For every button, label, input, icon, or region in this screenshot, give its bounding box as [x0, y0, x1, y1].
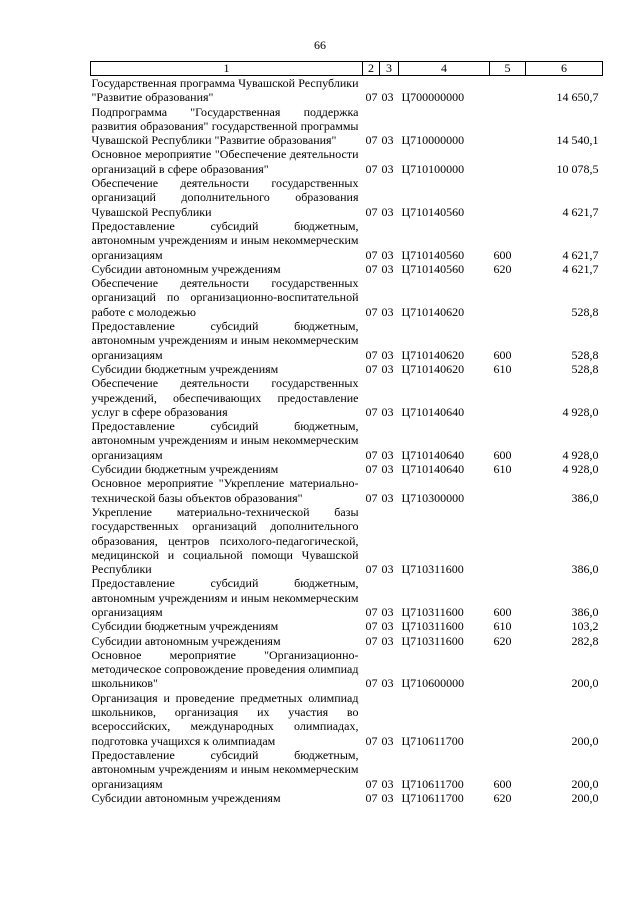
section-code-cell: 07 — [365, 790, 378, 805]
target-article-cell: Ц710600000 — [401, 676, 465, 691]
table-body — [91, 76, 603, 806]
target-article-cell: Ц710611700 — [401, 733, 464, 748]
target-article-cell: Ц710000000 — [401, 133, 465, 148]
expense-type-cell — [490, 376, 526, 419]
table-row — [91, 634, 603, 648]
row-name-cell: Субсидии бюджетным учреждениям — [91, 619, 279, 634]
table-row — [91, 619, 603, 633]
expense-type-cell — [490, 276, 526, 319]
section-code-cell: 07 — [365, 633, 378, 648]
target-article-cell: Ц710311600 — [401, 619, 464, 634]
row-name-cell: Предоставление субсидий бюджетным, автономным учреждениям и иным некоммерческим организациям — [91, 218, 359, 262]
amount-cell: 4 928,0 — [562, 404, 599, 419]
row-name-cell: Предоставление субсидий бюджетным, автономным учреждениям и иным некоммерческим организациям — [91, 747, 359, 791]
subsection-code-cell: 03 — [381, 133, 394, 148]
table-row — [91, 748, 603, 791]
column-header: 3 — [380, 62, 399, 76]
expense-type-cell: 620 — [493, 633, 512, 648]
row-name-cell: Субсидии бюджетным учреждениям — [91, 462, 279, 477]
amount-cell: 14 650,7 — [556, 90, 599, 105]
subsection-code-cell: 03 — [381, 562, 394, 577]
row-name-cell: Основное мероприятие "Укрепление материально-технической базы объектов образования" — [91, 476, 359, 505]
row-name-cell: Основное мероприятие "Организационно-методическое сопровождение проведения олимпиад школьников" — [91, 647, 359, 691]
expense-type-cell — [490, 105, 526, 148]
table-row — [91, 262, 603, 276]
row-name-cell: Государственная программа Чувашской Республики "Развитие образования" — [91, 76, 359, 105]
subsection-code-cell: 03 — [381, 462, 394, 477]
subsection-code-cell: 03 — [381, 676, 394, 691]
row-name-cell: Предоставление субсидий бюджетным, автономным учреждениям и иным некоммерческим организациям — [91, 576, 359, 619]
section-code-cell: 07 — [365, 133, 378, 148]
target-article-cell: Ц710140620 — [401, 304, 465, 319]
subsection-code-cell: 03 — [381, 790, 394, 805]
section-code-cell: 07 — [365, 90, 378, 105]
amount-cell: 386,0 — [571, 562, 599, 577]
expense-type-cell: 600 — [493, 347, 512, 362]
row-name-cell: Организация и проведение предметных олимпиад школьников, организация их участия во всероссийских, международных олимпиадах, подготовка учащихся к олимпиадам — [91, 690, 359, 748]
subsection-code-cell: 03 — [381, 733, 394, 748]
table-row — [91, 476, 603, 505]
section-code-cell: 07 — [365, 261, 378, 276]
table-row — [91, 319, 603, 362]
amount-cell: 386,0 — [571, 604, 599, 619]
section-code-cell: 07 — [365, 676, 378, 691]
amount-cell: 103,2 — [571, 619, 599, 634]
subsection-code-cell: 03 — [381, 490, 394, 505]
target-article-cell: Ц710300000 — [401, 490, 465, 505]
subsection-code-cell: 03 — [381, 633, 394, 648]
column-header: 6 — [526, 62, 603, 76]
amount-cell: 4 621,7 — [562, 261, 599, 276]
section-code-cell: 07 — [365, 304, 378, 319]
expense-type-cell: 600 — [493, 447, 512, 462]
section-code-cell: 07 — [365, 604, 378, 619]
expense-type-cell: 610 — [493, 619, 512, 634]
target-article-cell: Ц710100000 — [401, 161, 465, 176]
amount-cell: 200,0 — [571, 776, 599, 791]
amount-cell: 10 078,5 — [556, 161, 599, 176]
amount-cell: 200,0 — [571, 733, 599, 748]
amount-cell: 528,8 — [571, 361, 599, 376]
section-code-cell: 07 — [365, 247, 378, 262]
table-row — [91, 147, 603, 176]
target-article-cell: Ц710611700 — [401, 790, 464, 805]
section-code-cell: 07 — [365, 361, 378, 376]
subsection-code-cell: 03 — [381, 161, 394, 176]
target-article-cell: Ц710140560 — [401, 247, 465, 262]
expense-type-cell: 620 — [493, 790, 512, 805]
section-code-cell: 07 — [365, 733, 378, 748]
row-name-cell: Подпрограмма "Государственная поддержка развития образования" государственной программы Чувашской Республики "Развитие образования" — [91, 104, 359, 148]
target-article-cell: Ц710140640 — [401, 404, 465, 419]
target-article-cell: Ц710611700 — [401, 776, 464, 791]
page-number: 66 — [314, 38, 326, 52]
row-name-cell: Субсидии автономным учреждениям — [91, 633, 281, 648]
target-article-cell: Ц710140640 — [401, 447, 465, 462]
section-code-cell: 07 — [365, 404, 378, 419]
amount-cell: 4 621,7 — [562, 204, 599, 219]
subsection-code-cell: 03 — [381, 776, 394, 791]
amount-cell: 4 928,0 — [562, 462, 599, 477]
table-row — [91, 105, 603, 148]
table-row — [91, 219, 603, 262]
column-header: 5 — [490, 62, 526, 76]
target-article-cell: Ц710140620 — [401, 361, 465, 376]
section-code-cell: 07 — [365, 562, 378, 577]
amount-cell: 200,0 — [571, 676, 599, 691]
table-row — [91, 376, 603, 419]
row-name-cell: Обеспечение деятельности государственных учреждений, обеспечивающих предоставление услуг в сфере образования — [91, 376, 359, 419]
column-header: 2 — [363, 62, 380, 76]
row-name-cell: Предоставление субсидий бюджетным, автономным учреждениям и иным некоммерческим организациям — [91, 319, 359, 362]
table-row — [91, 362, 603, 376]
table-row — [91, 576, 603, 619]
row-name-cell: Предоставление субсидий бюджетным, автономным учреждениям и иным некоммерческим организациям — [91, 419, 359, 462]
row-name-cell: Субсидии бюджетным учреждениям — [91, 361, 279, 376]
expense-type-cell — [490, 76, 526, 105]
subsection-code-cell: 03 — [381, 261, 394, 276]
subsection-code-cell: 03 — [381, 204, 394, 219]
target-article-cell: Ц710140560 — [401, 261, 465, 276]
section-code-cell: 07 — [365, 347, 378, 362]
row-name-cell: Субсидии автономным учреждениям — [91, 261, 281, 276]
expense-type-cell: 600 — [493, 604, 512, 619]
expense-type-cell: 620 — [493, 261, 512, 276]
table-row — [91, 276, 603, 319]
row-name-cell: Обеспечение деятельности государственных организаций по организационно-воспитательной работе с молодежью — [91, 276, 359, 319]
table-row — [91, 691, 603, 748]
target-article-cell: Ц710140560 — [401, 204, 465, 219]
amount-cell: 4 928,0 — [562, 447, 599, 462]
budget-table — [90, 61, 603, 805]
target-article-cell: Ц710311600 — [401, 604, 464, 619]
subsection-code-cell: 03 — [381, 447, 394, 462]
subsection-code-cell: 03 — [381, 90, 394, 105]
table-row — [91, 419, 603, 462]
table-row — [91, 648, 603, 691]
row-name-cell: Субсидии автономным учреждениям — [91, 790, 281, 805]
column-header-row — [91, 62, 603, 76]
expense-type-cell: 600 — [493, 247, 512, 262]
target-article-cell: Ц710140640 — [401, 462, 465, 477]
subsection-code-cell: 03 — [381, 247, 394, 262]
section-code-cell: 07 — [365, 204, 378, 219]
expense-type-cell — [490, 476, 526, 505]
expense-type-cell: 610 — [493, 361, 512, 376]
target-article-cell: Ц710140620 — [401, 347, 465, 362]
target-article-cell: Ц700000000 — [401, 90, 465, 105]
expense-type-cell — [490, 147, 526, 176]
row-name-cell: Укрепление материально-технической базы государственных организаций дополнительного образования, центров психолого-педагогической, медицинской и социальной помощи Чувашской Республики — [91, 504, 359, 577]
amount-cell: 282,8 — [571, 633, 599, 648]
expense-type-cell — [490, 691, 526, 748]
table-row — [91, 76, 603, 105]
section-code-cell: 07 — [365, 462, 378, 477]
expense-type-cell — [490, 505, 526, 576]
amount-cell: 528,8 — [571, 304, 599, 319]
amount-cell: 528,8 — [571, 347, 599, 362]
section-code-cell: 07 — [365, 619, 378, 634]
expense-type-cell: 610 — [493, 462, 512, 477]
subsection-code-cell: 03 — [381, 604, 394, 619]
column-header: 4 — [399, 62, 490, 76]
subsection-code-cell: 03 — [381, 304, 394, 319]
subsection-code-cell: 03 — [381, 619, 394, 634]
subsection-code-cell: 03 — [381, 347, 394, 362]
subsection-code-cell: 03 — [381, 361, 394, 376]
amount-cell: 14 540,1 — [556, 133, 599, 148]
table-row — [91, 176, 603, 219]
amount-cell: 386,0 — [571, 490, 599, 505]
amount-cell: 4 621,7 — [562, 247, 599, 262]
amount-cell: 200,0 — [571, 790, 599, 805]
section-code-cell: 07 — [365, 161, 378, 176]
table-row — [91, 791, 603, 805]
target-article-cell: Ц710311600 — [401, 633, 464, 648]
expense-type-cell — [490, 176, 526, 219]
row-name-cell: Основное мероприятие "Обеспечение деятельности организаций в сфере образования" — [91, 147, 359, 176]
section-code-cell: 07 — [365, 447, 378, 462]
section-code-cell: 07 — [365, 776, 378, 791]
expense-type-cell — [490, 648, 526, 691]
expense-type-cell: 600 — [493, 776, 512, 791]
column-header: 1 — [91, 62, 363, 76]
table-row — [91, 505, 603, 576]
table-row — [91, 462, 603, 476]
section-code-cell: 07 — [365, 490, 378, 505]
subsection-code-cell: 03 — [381, 404, 394, 419]
target-article-cell: Ц710311600 — [401, 562, 464, 577]
row-name-cell: Обеспечение деятельности государственных организаций дополнительного образования Чувашской Республики — [91, 176, 359, 219]
